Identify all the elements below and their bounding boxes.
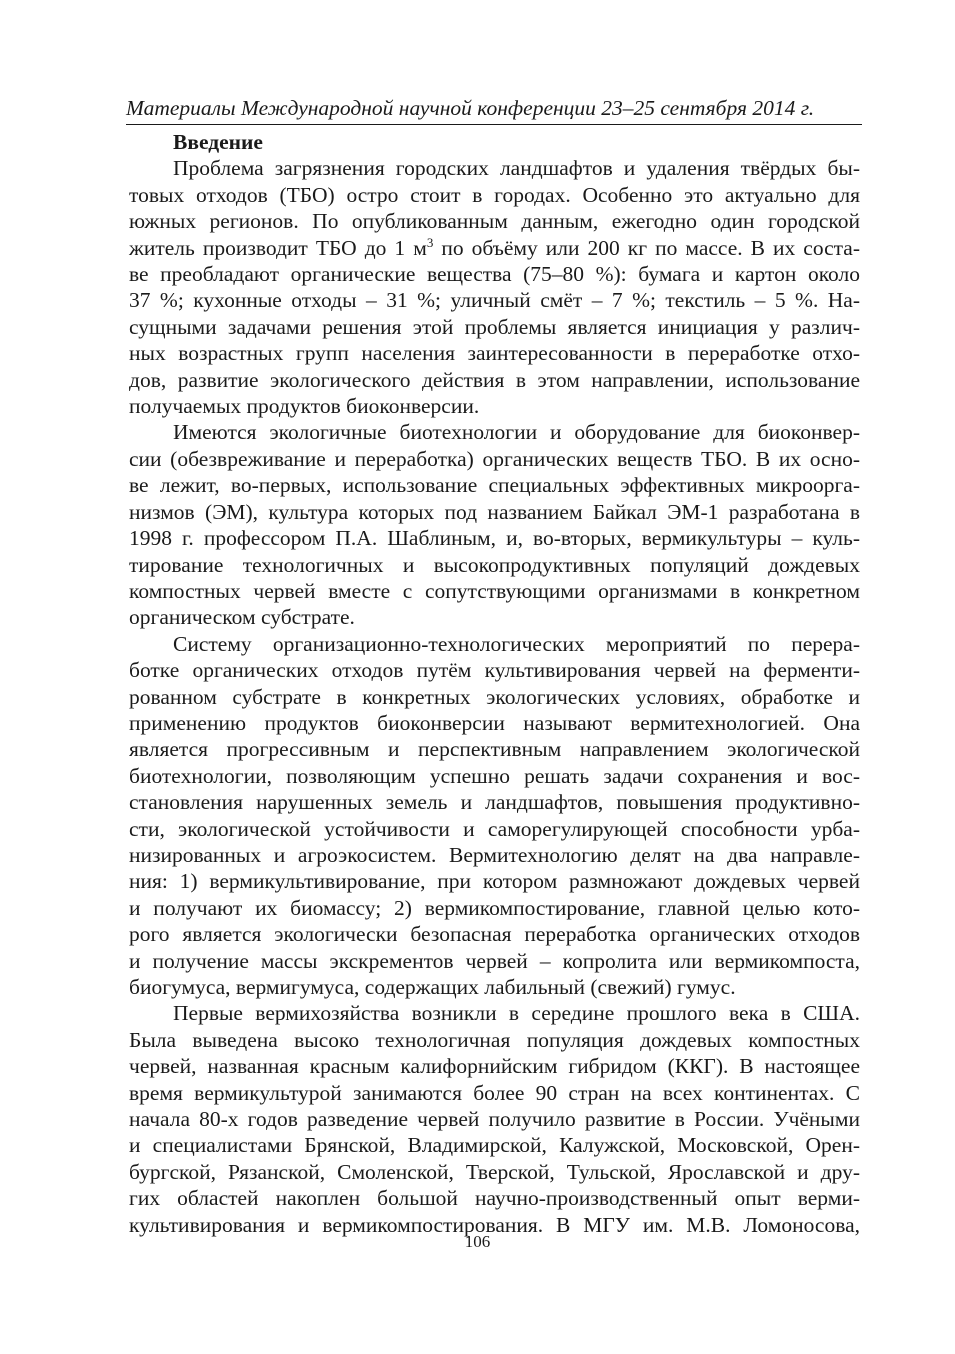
- text-line: дов, развитие экологического действия в этом направлении, использование: [129, 367, 860, 392]
- text-line: компостных червей вместе с сопутствующими организмами в конкретном: [129, 578, 860, 603]
- text-line: получаемых продуктов биоконверсии.: [129, 394, 480, 419]
- text-line: тирование технологичных и высокопродуктивных популяций дождевых: [129, 552, 860, 577]
- text-line: бургской, Рязанской, Смоленской, Тверской, Тульской, Ярославской и дру-: [129, 1159, 860, 1184]
- text-line: ния: 1) вермикультивирование, при котором размножают дождевых червей: [129, 869, 860, 894]
- text-line: южных регионов. По опубликованным данным, ежегодно один городской: [129, 209, 860, 234]
- text-line: Первые вермихозяйства возникли в середине прошлого века в США.: [173, 1001, 860, 1026]
- text-fragment: житель производит ТБО до 1 м: [129, 235, 427, 260]
- text-line: сущными задачами решения этой проблемы является инициация у различ-: [129, 314, 860, 339]
- paragraph-4: [129, 1000, 860, 1238]
- paragraph-2: [129, 419, 860, 630]
- text-line: начала 80-х годов разведение червей получило развитие в России. Учёными: [129, 1107, 860, 1132]
- text-line: культивирования и вермикомпостирования. В МГУ им. М.В. Ломоносова,: [129, 1212, 860, 1237]
- text-line: червей, названная красным калифорнийским гибридом (ККГ). В настоящее: [129, 1054, 860, 1079]
- text-line: товых отходов (ТБО) остро стоит в городах. Особенно это актуально для: [129, 182, 860, 207]
- text-line: сти, экологической устойчивости и саморегулирующей способности урба-: [129, 816, 860, 841]
- section-heading: Введение: [173, 130, 263, 154]
- text-line: является прогрессивным и перспективным направлением экологической: [129, 737, 860, 762]
- text-line: биотехнологии, позволяющим успешно решать задачи сохранения и вос-: [129, 763, 860, 788]
- text-line: и специалистами Брянской, Владимирской, Калужской, Московской, Орен-: [129, 1133, 860, 1158]
- text-line: применению продуктов биоконверсии называют вермитехнологией. Она: [129, 710, 860, 735]
- text-line: 1998 г. профессором П.А. Шаблиным, и, во-вторых, вермикультуры – куль-: [129, 526, 860, 551]
- paragraph-1: [129, 155, 860, 419]
- article-body: [129, 129, 860, 1238]
- text-line: сии (обезвреживание и переработка) органических веществ ТБО. В их осно-: [129, 446, 860, 471]
- text-line: Имеются экологичные биотехнологии и оборудование для биоконвер-: [173, 420, 860, 445]
- text-fragment: по объёму или 200 кг по массе. В их соста-: [433, 235, 861, 260]
- text-line: органическом субстрате.: [129, 605, 355, 630]
- paragraph-3: [129, 631, 860, 1001]
- text-line: и получение массы экскрементов червей – копролита или вермикомпоста,: [129, 948, 860, 973]
- text-line: рованном субстрате в конкретных экологических условиях, обработке и: [129, 684, 860, 709]
- text-line: ботке органических отходов путём культивирования червей на ферменти-: [129, 658, 860, 683]
- text-line: 37 %; кухонные отходы – 31 %; уличный смёт – 7 %; текстиль – 5 %. На-: [129, 288, 860, 313]
- superscript-cubic: 3: [426, 234, 434, 250]
- text-line: биогумуса, вермигумуса, содержащих лабильный (свежий) гумус.: [129, 975, 736, 999]
- text-line: Была выведена высоко технологичная популяция дождевых компостных: [129, 1027, 860, 1052]
- text-line: ных возрастных групп населения заинтересованности в переработке отхо-: [129, 341, 860, 366]
- text-line: Проблема загрязнения городских ландшафтов и удаления твёрдых бы-: [173, 156, 860, 181]
- text-line: рого является экологически безопасная переработка органических отходов: [129, 922, 860, 947]
- text-line: низмов (ЭМ), культура которых под названием Байкал ЭМ-1 разработана в: [129, 499, 860, 524]
- text-line: ве лежит, во-первых, использование специальных эффективных микроорга-: [129, 473, 860, 498]
- text-line: становления нарушенных земель и ландшафтов, повышения продуктивно-: [129, 790, 860, 815]
- text-line: и получают их биомассу; 2) вермикомпостирование, главной целью кото-: [129, 895, 860, 920]
- page-number: 106: [464, 1232, 491, 1251]
- text-line-with-superscript: [129, 235, 860, 261]
- running-header: Материалы Международной научной конференции 23–25 сентября 2014 г.: [126, 94, 862, 125]
- text-line: Систему организационно-технологических мероприятий по перера-: [173, 631, 860, 656]
- text-line: гих областей накоплен большой научно-производственный опыт верми-: [129, 1186, 860, 1211]
- text-line: ве преобладают органические вещества (75–80 %): бумага и картон около: [129, 262, 860, 287]
- text-line: время вермикультурой занимаются более 90 стран на всех континентах. С: [129, 1080, 860, 1105]
- text-line: низированных и агроэкосистем. Вермитехнологию делят на два направле-: [129, 842, 860, 867]
